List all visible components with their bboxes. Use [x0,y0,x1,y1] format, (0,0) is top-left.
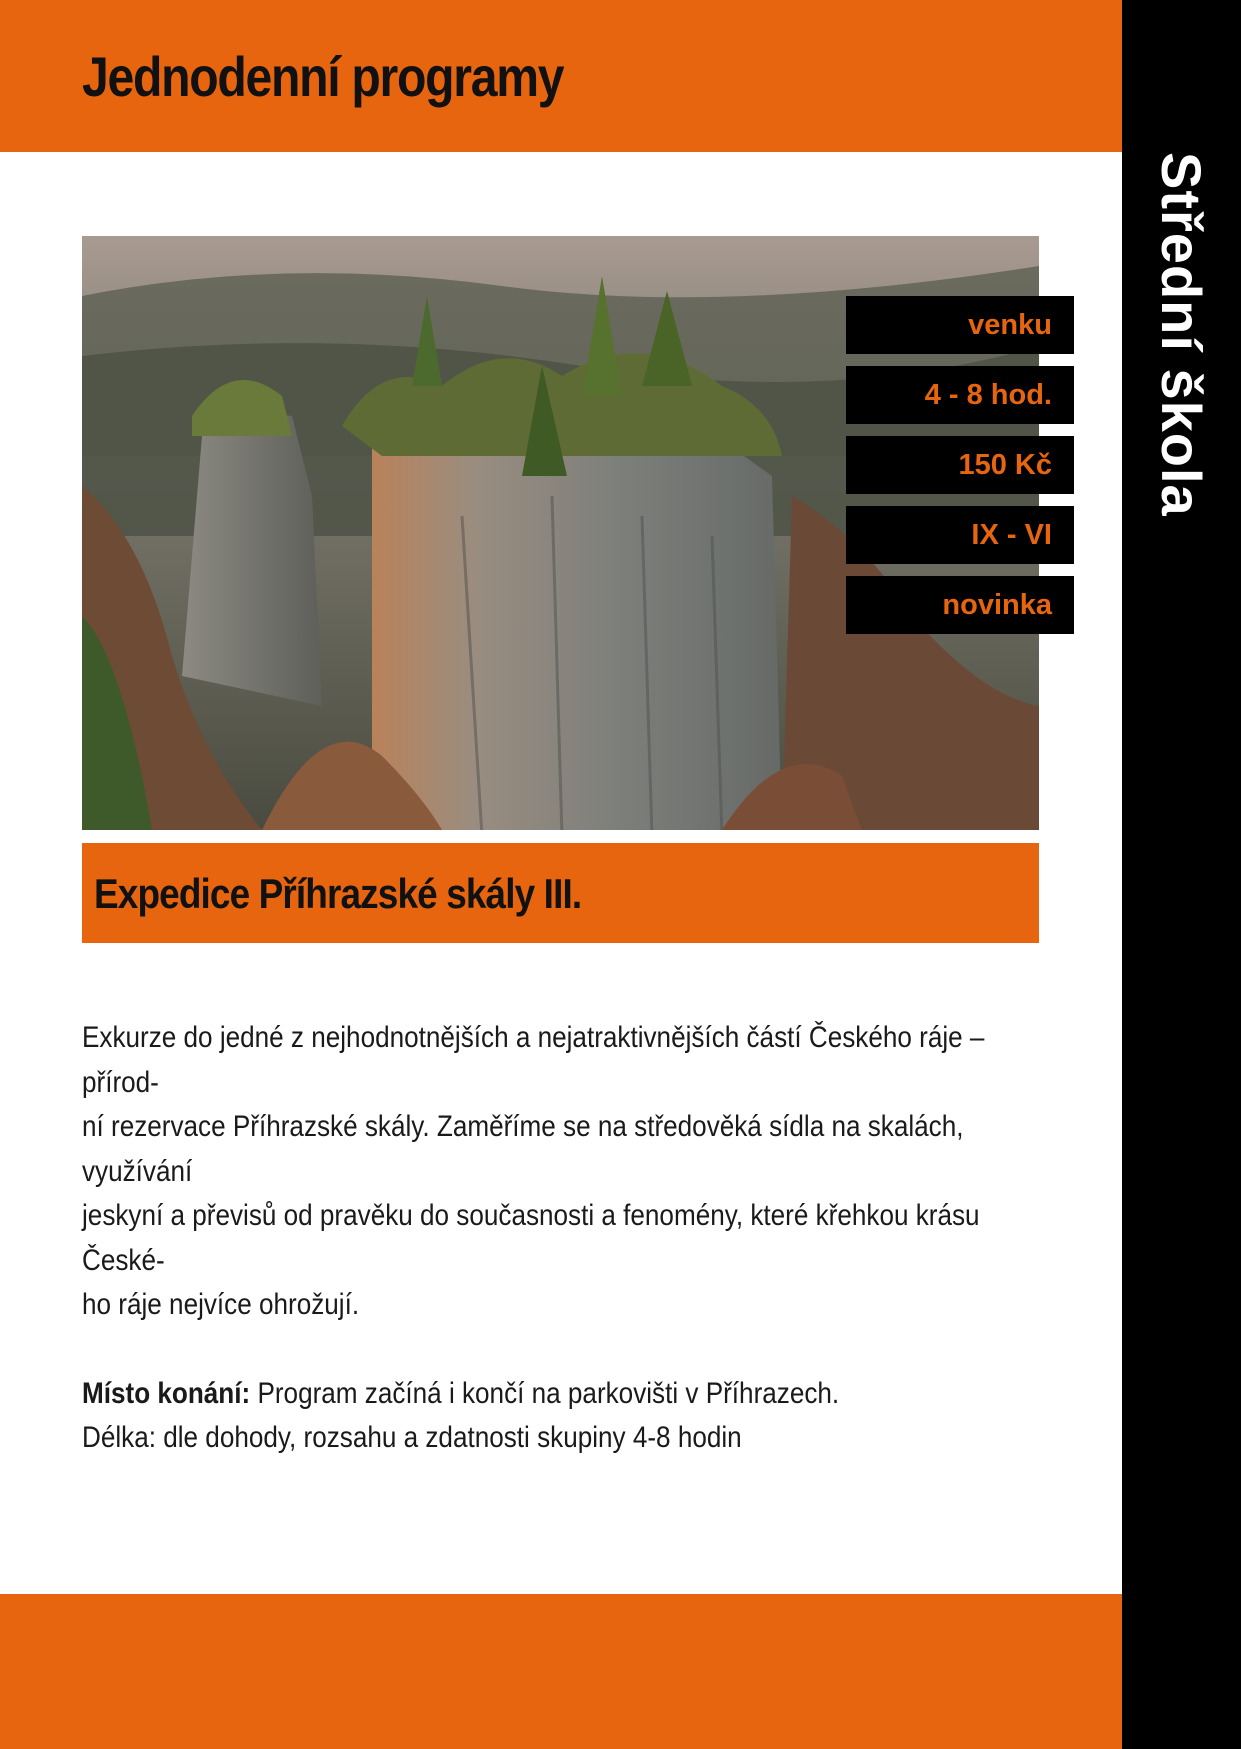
header-band [0,0,1122,152]
program-description [82,1016,1004,1461]
footer-band [0,1594,1122,1749]
location-label: Místo konání: [82,1376,251,1410]
duration-line: Délka: dle dohody, rozsahu a zdatnosti skupiny 4-8 hodin [82,1421,742,1454]
program-title: Expedice Příhrazské skály III. [94,870,582,917]
tag-price: 150 Kč [846,436,1074,494]
location-value: Program začíná i končí na parkovišti v Příhrazech. [250,1376,840,1410]
tag-duration: 4 - 8 hod. [846,366,1074,424]
description-line: Exkurze do jedné z nejhodnotnějších a nejatraktivnějších částí Českého ráje – přírod- [82,1021,985,1099]
tag-location: venku [846,296,1074,354]
page-title: Jednodenní programy [82,45,564,108]
description-line: ho ráje nejvíce ohrožují. [82,1288,360,1321]
tag-new: novinka [846,576,1074,634]
description-line: ní rezervace Příhrazské skály. Zaměříme se na středověká sídla na skalách, využívání [82,1110,964,1188]
tag-season: IX - VI [846,506,1074,564]
program-tags [846,296,1074,646]
description-line: jeskyní a převisů od pravěku do současnosti a fenomény, které křehkou krásu České- [82,1199,980,1277]
location-line [82,1372,1004,1417]
sidebar-label: Střední škola [1150,152,1213,517]
program-title-band [82,843,1039,943]
sidebar-band [1122,0,1241,1749]
